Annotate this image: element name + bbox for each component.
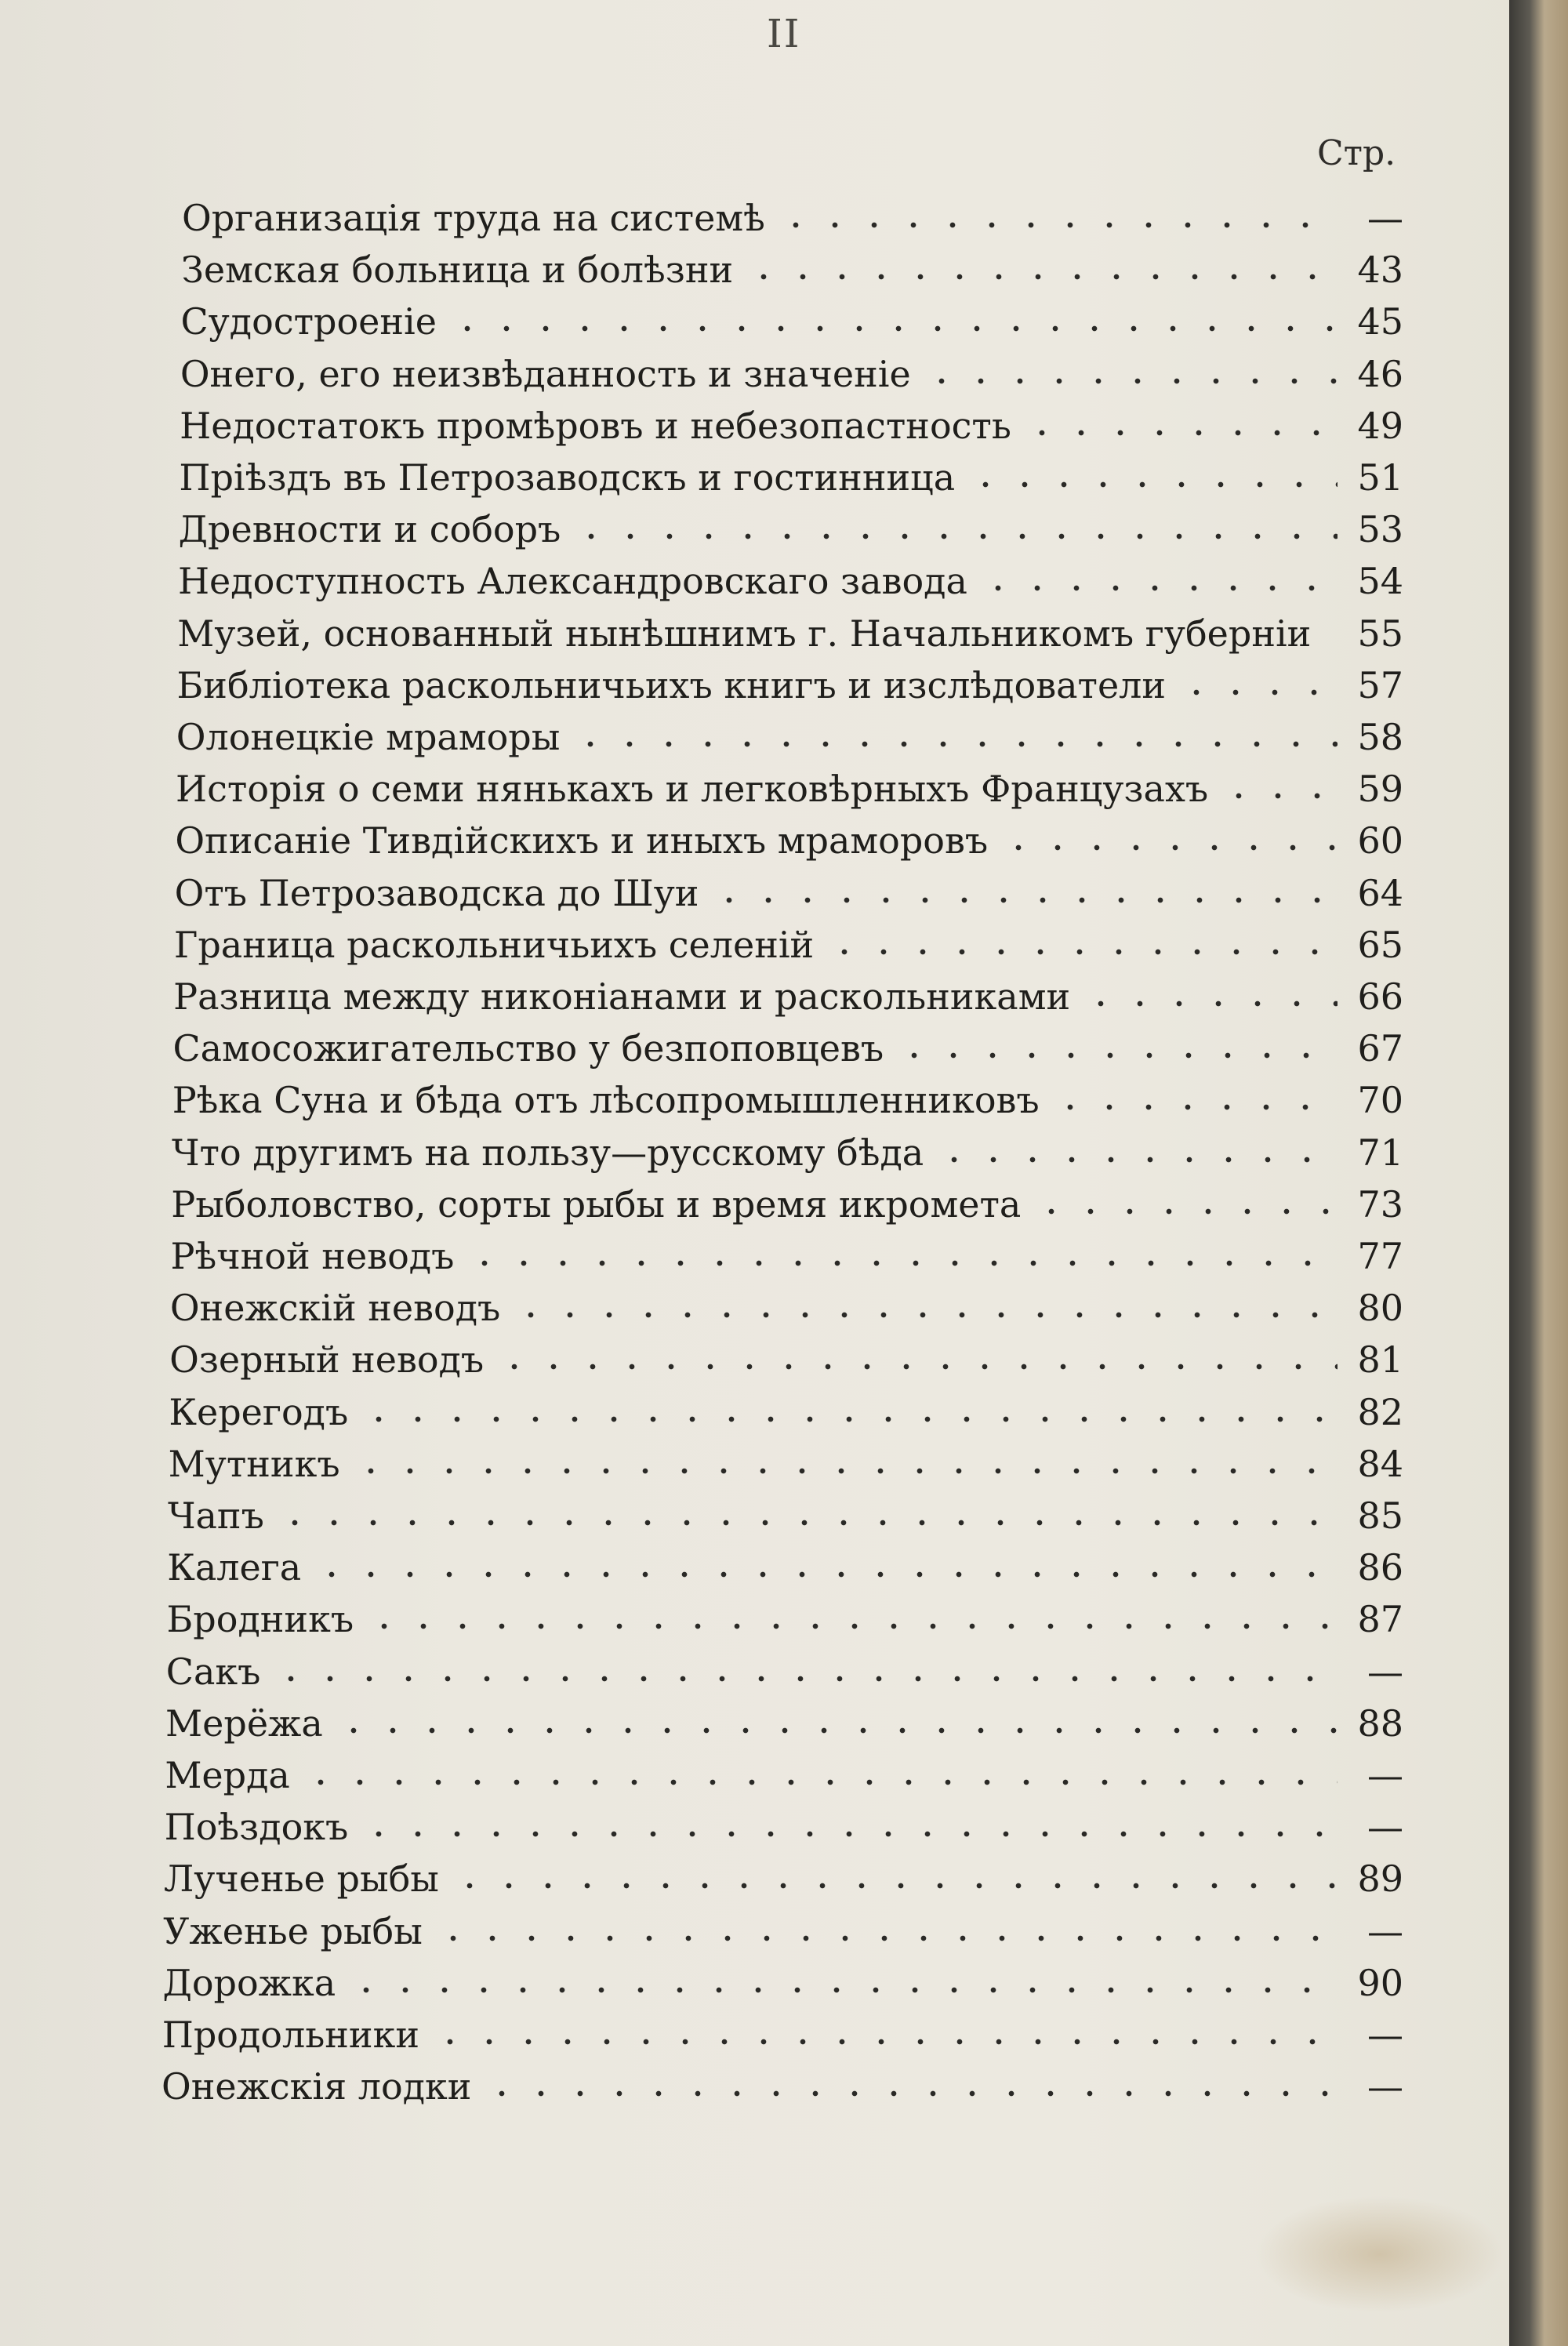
toc-entry-page: 88 — [1357, 1701, 1403, 1745]
dot-leader — [450, 1855, 1338, 1891]
toc-entry-page: 80 — [1357, 1287, 1403, 1330]
toc-entry — [180, 402, 1403, 446]
toc-entry — [172, 1025, 1403, 1069]
toc-entry — [171, 1233, 1403, 1276]
toc-entry-title: Судостроеніе — [180, 300, 437, 343]
toc-entry — [179, 506, 1403, 550]
toc-entry-title: Чапъ — [167, 1494, 264, 1537]
dot-leader — [1022, 402, 1338, 438]
toc-entry-title: Олонецкіе мраморы — [176, 716, 561, 758]
dot-leader — [1051, 1077, 1338, 1113]
toc-entry — [169, 1440, 1403, 1484]
toc-entry — [176, 714, 1403, 757]
dot-leader — [511, 1284, 1338, 1320]
toc-entry — [181, 246, 1403, 290]
toc-entry — [181, 298, 1403, 342]
toc-entry-page: — — [1367, 197, 1403, 239]
toc-entry — [177, 610, 1403, 654]
toc-entry-title: Что другимъ на пользу—русскому бѣда — [172, 1131, 924, 1174]
toc-entry-title: Древности и соборъ — [178, 508, 561, 551]
toc-entry-page: 46 — [1357, 352, 1403, 395]
toc-entry — [169, 1336, 1403, 1380]
toc-entry — [172, 1129, 1403, 1173]
toc-entry-page: 57 — [1357, 663, 1403, 706]
toc-entry-page: 66 — [1357, 975, 1403, 1018]
toc-entry-page: 85 — [1357, 1494, 1403, 1537]
page-number: II — [767, 11, 801, 56]
toc-entry-page: 81 — [1357, 1338, 1403, 1382]
toc-entry-title: Организація труда на системѣ — [182, 197, 765, 239]
toc-entry — [168, 1492, 1403, 1536]
dot-leader — [351, 1440, 1338, 1476]
toc-entry-title: Мутникъ — [168, 1442, 340, 1485]
toc-entry — [176, 765, 1403, 809]
toc-entry-title: Поѣздокъ — [164, 1806, 349, 1849]
toc-entry-page: 64 — [1357, 871, 1403, 914]
toc-entry-page: 84 — [1357, 1442, 1403, 1485]
toc-entry-page: 49 — [1357, 404, 1403, 447]
paper-stain — [1254, 2195, 1505, 2313]
toc-entry-title: Библіотека раскольничьихъ книгъ и изслѣдователи — [176, 663, 1167, 706]
toc-entry — [162, 1959, 1403, 2003]
dot-leader — [978, 557, 1338, 594]
toc-entry-page: 54 — [1357, 560, 1403, 603]
dot-leader — [271, 1648, 1338, 1684]
toc-entry — [171, 1181, 1403, 1225]
toc-entry — [165, 1700, 1403, 1744]
toc-entry — [162, 2011, 1403, 2055]
toc-entry — [162, 2063, 1403, 2107]
toc-entry — [180, 350, 1403, 394]
dot-leader — [465, 1233, 1338, 1269]
toc-entry-page: 87 — [1357, 1598, 1403, 1641]
toc-entry-page: 73 — [1357, 1182, 1403, 1226]
toc-entry-page: 86 — [1357, 1546, 1403, 1589]
toc-entry-title: Отъ Петрозаводска до Шуи — [174, 871, 699, 914]
dot-leader — [935, 1129, 1338, 1165]
page-column-header: Стр. — [1317, 133, 1396, 173]
toc-entry — [165, 1752, 1403, 1796]
toc-entry — [175, 870, 1403, 913]
toc-entry-page: 51 — [1357, 456, 1403, 499]
dot-leader — [825, 921, 1338, 957]
toc-entry — [174, 921, 1403, 965]
dot-leader — [1322, 610, 1338, 646]
toc-entry-title: Граница раскольничьихъ селеній — [173, 923, 815, 966]
toc-entry-page: 43 — [1357, 249, 1403, 292]
toc-entry-title: Недоступность Александровскаго завода — [177, 560, 967, 603]
toc-entry — [182, 194, 1403, 238]
toc-entry-page: 82 — [1357, 1390, 1403, 1433]
toc-entry-title: Бродникъ — [166, 1598, 354, 1641]
dot-leader — [301, 1752, 1338, 1788]
dot-leader — [922, 350, 1338, 387]
toc-entry-title: Уженье рыбы — [163, 1909, 423, 1952]
toc-entry-page: 67 — [1357, 1027, 1403, 1070]
toc-entry-page: 60 — [1357, 819, 1403, 862]
toc-entry-page: 59 — [1357, 768, 1403, 811]
toc-entry-title: Керегодъ — [169, 1390, 349, 1433]
toc-entry-page: 70 — [1357, 1079, 1403, 1122]
toc-entry-title: Дорожка — [162, 1961, 336, 2004]
toc-entry-title: Онежскій неводъ — [169, 1287, 501, 1330]
toc-entry-page: 71 — [1357, 1131, 1403, 1174]
dot-leader — [495, 1336, 1338, 1372]
toc-entry-page: — — [1367, 2065, 1403, 2108]
dot-leader — [347, 1959, 1338, 1996]
toc-entry — [170, 1284, 1403, 1328]
toc-entry-title: Мерда — [165, 1754, 290, 1796]
toc-entry-title: Калега — [167, 1546, 302, 1589]
toc-entry-title: Рѣка Суна и бѣда отъ лѣсопромышленниковъ — [172, 1079, 1040, 1122]
dot-leader — [776, 194, 1338, 231]
dot-leader — [365, 1596, 1338, 1632]
toc-entry-page: — — [1367, 1650, 1403, 1693]
toc-entry — [169, 1389, 1403, 1433]
toc-entry-page: 58 — [1357, 716, 1403, 758]
dot-leader — [1177, 662, 1338, 698]
toc-entry — [173, 973, 1403, 1017]
toc-entry — [164, 1855, 1403, 1899]
dot-leader — [448, 298, 1338, 334]
toc-entry — [172, 1077, 1403, 1120]
toc-entry-title: Недостатокъ промѣровъ и небезопастность — [180, 404, 1011, 447]
toc-entry-title: Онего, его неизвѣданность и значеніе — [180, 352, 911, 395]
toc-entry-page: 89 — [1357, 1858, 1403, 1901]
dot-leader — [744, 246, 1338, 282]
toc-entry — [179, 454, 1403, 498]
book-spine — [1509, 0, 1568, 2346]
dot-leader — [710, 870, 1338, 906]
toc-entry-title: Сакъ — [165, 1650, 261, 1693]
toc-entry-title: Мерёжа — [165, 1701, 323, 1745]
dot-leader — [482, 2063, 1338, 2099]
toc-entry — [178, 557, 1403, 601]
toc-entry — [175, 817, 1403, 861]
toc-entry-title: Онежскія лодки — [162, 2065, 472, 2108]
dot-leader — [430, 2011, 1338, 2047]
toc-entry-page: — — [1367, 1754, 1403, 1796]
dot-leader — [1081, 973, 1338, 1009]
dot-leader — [571, 714, 1338, 750]
toc-entry-title: Музей, основанный нынѣшнимъ г. Начальникомъ губерніи — [177, 612, 1312, 655]
toc-entry-page: 53 — [1357, 508, 1403, 551]
toc-entry-page: — — [1367, 1909, 1403, 1952]
dot-leader — [999, 817, 1338, 853]
toc-entry-page: 77 — [1357, 1235, 1403, 1277]
toc-entry-title: Рыболовство, сорты рыбы и время икромета — [171, 1182, 1022, 1226]
toc-entry-title: Пріѣздъ въ Петрозаводскъ и гостинница — [179, 456, 956, 499]
dot-leader — [275, 1492, 1338, 1528]
toc-entry-page: — — [1367, 1806, 1403, 1849]
dot-leader — [359, 1389, 1338, 1425]
toc-entry — [165, 1803, 1403, 1847]
toc-entry-page: — — [1367, 2014, 1403, 2056]
toc-entry — [163, 1908, 1403, 1952]
dot-leader — [359, 1803, 1338, 1839]
toc-entry-page: 65 — [1357, 923, 1403, 966]
toc-entry-title: Рѣчной неводъ — [170, 1235, 455, 1277]
toc-entry-page: 55 — [1357, 612, 1403, 655]
toc-entry — [177, 662, 1404, 706]
toc-entry-title: Лученье рыбы — [163, 1858, 439, 1901]
toc-entry — [167, 1596, 1404, 1640]
toc-entry-title: Исторія о семи нянькахъ и легковѣрныхъ Французахъ — [176, 768, 1209, 811]
dot-leader — [312, 1544, 1338, 1580]
toc-entry-title: Описаніе Тивдійскихъ и иныхъ мраморовъ — [175, 819, 989, 862]
toc-entry-title: Озерный неводъ — [169, 1338, 485, 1382]
toc-entry-title: Самосожигательство у безпоповцевъ — [172, 1027, 884, 1070]
dot-leader — [1032, 1181, 1338, 1217]
toc-entry-title: Земская больница и болѣзни — [181, 249, 734, 292]
toc-entry — [166, 1648, 1403, 1692]
dot-leader — [895, 1025, 1338, 1061]
toc-entry-title: Продольники — [162, 2014, 419, 2056]
dot-leader — [1219, 765, 1338, 801]
dot-leader — [334, 1700, 1338, 1736]
toc-entry-page: 90 — [1357, 1961, 1403, 2004]
toc-entry-title: Разница между никоніанами и раскольниками — [173, 975, 1071, 1018]
toc-entry-page: 45 — [1357, 300, 1403, 343]
toc-entry — [167, 1544, 1403, 1588]
dot-leader — [434, 1908, 1338, 1944]
dot-leader — [572, 506, 1338, 542]
dot-leader — [966, 454, 1338, 490]
